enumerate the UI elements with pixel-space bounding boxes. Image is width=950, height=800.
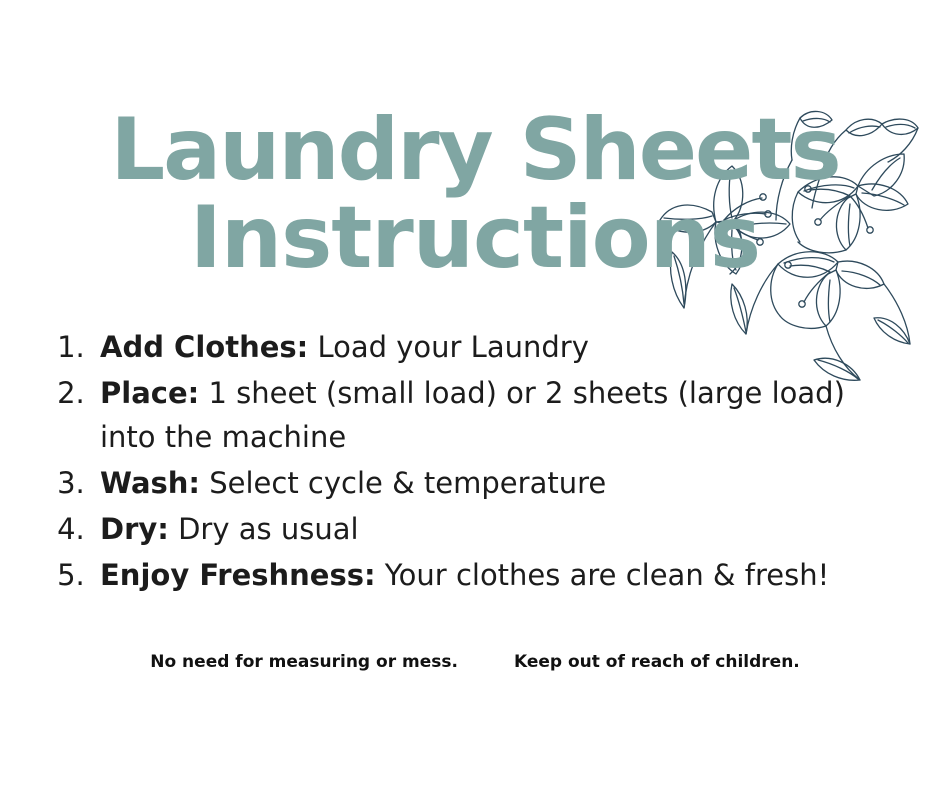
list-item <box>94 507 854 551</box>
footer-notes <box>0 652 950 672</box>
step-label: Add Clothes: <box>100 330 309 364</box>
list-item <box>94 553 854 597</box>
step-text: Your clothes are clean & fresh! <box>375 558 830 593</box>
list-item <box>94 461 854 505</box>
step-label: Wash: <box>100 466 201 501</box>
step-label: Place: <box>100 376 200 411</box>
step-label: Enjoy Freshness: <box>100 558 376 593</box>
step-text: 1 sheet (small load) or 2 sheets (large load) into the machine <box>100 376 845 455</box>
step-text: Select cycle & temperature <box>200 466 607 501</box>
step-text: Load your Laundry <box>308 330 589 364</box>
step-text: Dry as usual <box>168 512 359 547</box>
list-item <box>94 325 854 369</box>
step-label: Dry: <box>100 512 169 547</box>
title-line-1: Laundry Sheets <box>110 100 840 200</box>
instructions-list <box>48 325 854 599</box>
title-line-2: Instructions <box>189 188 761 289</box>
list-item <box>94 371 854 459</box>
note-keep-out-of-reach: Keep out of reach of children. <box>513 652 800 672</box>
note-no-measuring: No need for measuring or mess. <box>150 652 458 672</box>
page-title <box>0 100 950 289</box>
